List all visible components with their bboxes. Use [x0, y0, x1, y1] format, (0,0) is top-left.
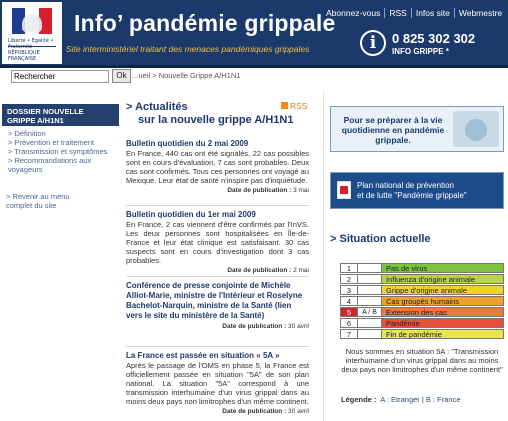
- marianne-flag-icon: [12, 8, 52, 34]
- rss-label: RSS: [290, 101, 308, 111]
- date-value: 30 avril: [288, 408, 309, 415]
- level-number: 2: [340, 274, 358, 284]
- sidebar-item-definition[interactable]: > Définition: [8, 129, 46, 138]
- news-date: [126, 323, 309, 330]
- level-row: [340, 263, 504, 273]
- level-mark: [358, 263, 382, 273]
- situation-title: > Situation actuelle: [330, 233, 431, 245]
- news-separator: [126, 205, 309, 206]
- news-item: [126, 281, 309, 330]
- level-label: Grippe d'origine animale: [382, 285, 504, 295]
- news-title[interactable]: Conférence de presse conjointe de Michèle Alliot-Marie, ministre de l'Intérieur et Roselyne Bachelot-Narquin, ministre de la Santé (lien vers le site du ministère de la Santé): [126, 281, 303, 320]
- situation-note: Nous sommes en situation 5A : "Transmission interhumaine d'un virus grippal dans au moins deux pays non limitrophes d'un même continent": [341, 347, 503, 374]
- level-label: Cas groupés humains: [382, 296, 504, 306]
- plan-line-1: Plan national de prévention: [357, 181, 454, 190]
- sidebar-item-transmission[interactable]: > Transmission et symptômes: [8, 147, 108, 156]
- level-row: [340, 285, 504, 295]
- level-number: 5: [340, 307, 358, 317]
- logo-text: Liberté • Égalité • Fraternité RÉPUBLIQUE FRANÇAISE: [8, 38, 54, 62]
- rss-icon: [281, 102, 288, 109]
- legend-label: Légende :: [341, 395, 377, 404]
- pdf-icon: [337, 181, 351, 199]
- level-mark: [358, 296, 382, 306]
- sidebar-item-recommendations[interactable]: > Recommandations aux: [8, 156, 92, 165]
- plan-line-2: et de lutte "Pandémie grippale": [357, 191, 467, 200]
- legend: Légende : A : Etranger | B : France: [341, 395, 461, 404]
- news-item: [126, 210, 309, 274]
- level-row: [340, 307, 504, 317]
- legend-b: B : France: [425, 395, 461, 404]
- news-item: [126, 351, 309, 415]
- level-number: 1: [340, 263, 358, 273]
- search-input[interactable]: [11, 70, 109, 83]
- prepare-banner-text: Pour se préparer à la vie quotidienne en pandémie grippale.: [341, 115, 445, 145]
- search-ok-button[interactable]: Ok: [112, 69, 131, 83]
- legend-a: A : Etranger: [380, 395, 420, 404]
- site-subtitle: Site interministériel traitant des menaces pandémiques grippales: [66, 44, 310, 54]
- breadcrumb: …ueil > Nouvelle Grippe A/H1N1: [131, 71, 241, 80]
- level-mark: [358, 285, 382, 295]
- news-date: [126, 408, 309, 415]
- level-mark: A / B: [358, 307, 382, 317]
- news-title[interactable]: La France est passée en situation « 5A »: [126, 351, 280, 360]
- news-title[interactable]: Bulletin quotidien du 2 mai 2009: [126, 139, 249, 148]
- date-label: Date de publication :: [222, 408, 287, 415]
- prepare-daily-life-banner[interactable]: [330, 106, 504, 152]
- date-label: Date de publication :: [227, 187, 292, 194]
- date-value: 30 avril: [288, 323, 309, 330]
- date-value: 2 mai: [293, 267, 309, 274]
- webmaster-link[interactable]: Webmestre: [458, 8, 503, 18]
- actualites-subtitle: sur la nouvelle grippe A/H1N1: [138, 114, 294, 126]
- level-row: [340, 318, 504, 328]
- news-body: Après le passage de l'OMS en phase 5, la France est officiellement passée en situation "5A" de son plan national. La situation "5A" correspond à une transmission interhumaine d'un virus grippal dans au moins deux pays non limitrophes d'un même continent.: [126, 361, 309, 406]
- sidebar-item-recommendations-cont[interactable]: voyageurs: [8, 165, 43, 174]
- level-mark: [358, 329, 382, 339]
- news-separator: [126, 276, 309, 277]
- news-separator: [126, 346, 309, 347]
- site-header: [0, 0, 508, 68]
- level-mark: [358, 274, 382, 284]
- family-photo: [453, 111, 499, 147]
- column-divider: [323, 90, 324, 421]
- info-icon: i: [360, 30, 386, 56]
- dossier-heading[interactable]: DOSSIER NOUVELLE GRIPPE A/H1N1: [2, 104, 119, 126]
- level-number: 4: [340, 296, 358, 306]
- level-row: [340, 329, 504, 339]
- national-plan-text: [357, 181, 467, 201]
- national-plan-banner[interactable]: [330, 172, 504, 209]
- news-item: [126, 139, 309, 194]
- news-title[interactable]: Bulletin quotidien du 1er mai 2009: [126, 210, 256, 219]
- news-date: [126, 267, 309, 274]
- back-to-menu-link[interactable]: > Revenir au menu complet du site: [6, 192, 70, 210]
- level-number: 3: [340, 285, 358, 295]
- phone-label: INFO GRIPPE *: [392, 47, 449, 56]
- level-row: [340, 296, 504, 306]
- level-label: Pas de virus: [382, 263, 504, 273]
- date-label: Date de publication :: [222, 323, 287, 330]
- site-title[interactable]: Info’ pandémie grippale: [74, 10, 336, 36]
- site-info-link[interactable]: Infos site: [412, 8, 455, 18]
- level-label: Extension des cas: [382, 307, 504, 317]
- subscribe-link[interactable]: Abonnez-vous: [322, 8, 385, 18]
- level-label: Influenza d'origine animale: [382, 274, 504, 284]
- republique-francaise-logo[interactable]: [2, 2, 62, 64]
- actualites-title: > Actualités: [126, 101, 188, 113]
- news-body: En France, 440 cas ont été signalés, 22 cas possibles sont en cours d'évaluation, 7 cas sont probables. Deux cas sont confirmés. Tous ces personnes ont voyagé au Mexique. Leur état de santé n'inspire pas d'inquiétude.: [126, 149, 309, 185]
- rss-feed-link[interactable]: [281, 101, 307, 111]
- top-links: [322, 8, 506, 18]
- level-mark: [358, 318, 382, 328]
- phone-number: 0 825 302 302: [392, 31, 476, 46]
- level-label: Fin de pandémie: [382, 329, 504, 339]
- news-date: [126, 187, 309, 194]
- level-row: [340, 274, 504, 284]
- level-number: 6: [340, 318, 358, 328]
- news-body: En France, 2 cas viennent d'être confirmés par l'InVS. Les deux personnes sont hospitalisées en Île-de-France et leur état clinique est satisfaisant. 30 cas suspects sont en cours d'investigation dont 3 cas probables.: [126, 220, 309, 265]
- sidebar-item-prevention[interactable]: > Prévention et traitement: [8, 138, 95, 147]
- date-value: 3 mai: [293, 187, 309, 194]
- level-number: 7: [340, 329, 358, 339]
- date-label: Date de publication :: [227, 267, 292, 274]
- level-label: Pandémie: [382, 318, 504, 328]
- pandemic-level-table: [340, 263, 504, 344]
- info-grippe-phone: [322, 24, 506, 64]
- rss-link[interactable]: RSS: [385, 8, 411, 18]
